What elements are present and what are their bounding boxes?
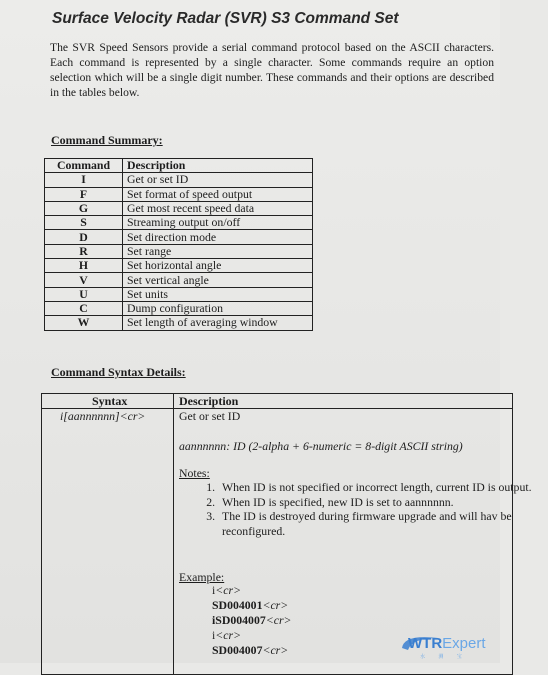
description-cell: Set direction mode: [123, 230, 313, 244]
command-cell: W: [45, 316, 123, 330]
description-cell: Get or set ID: [123, 173, 313, 187]
example-line: SD004001<cr>: [212, 598, 289, 612]
command-cell: U: [45, 287, 123, 301]
description-cell: Set units: [123, 287, 313, 301]
logo-subtitle: 水 测 宝: [420, 654, 468, 660]
notes-label: Notes:: [179, 466, 210, 480]
column-header-syntax: Syntax: [92, 394, 128, 408]
note-item: 3. The ID is destroyed during firmware upgrade and will hav be reconfigured.: [218, 509, 548, 538]
example-line: i<cr>: [212, 583, 242, 597]
description-cell: Streaming output on/off: [123, 216, 313, 230]
note-item: 1. When ID is not specified or incorrect length, current ID is output.: [218, 480, 548, 495]
column-header-command: Command: [45, 159, 123, 173]
page-title: Surface Velocity Radar (SVR) S3 Command Set: [52, 10, 399, 27]
description-cell: Set range: [123, 244, 313, 258]
command-summary-heading: Command Summary:: [51, 133, 163, 147]
id-term: aannnnnn: [179, 439, 227, 453]
table-row: [45, 273, 313, 287]
description-cell: Get or set ID: [179, 409, 241, 423]
table-row: [45, 201, 313, 215]
example-line: i<cr>: [212, 628, 242, 642]
notes-list: [180, 480, 548, 538]
column-header-description: Description: [179, 394, 239, 408]
command-cell: R: [45, 244, 123, 258]
table-row: [45, 316, 313, 330]
description-cell: Get most recent speed data: [123, 201, 313, 215]
description-cell: Dump configuration: [123, 301, 313, 315]
command-cell: C: [45, 301, 123, 315]
table-row: [45, 216, 313, 230]
id-description: : ID (2-alpha + 6-numeric = 8-digit ASCII string): [226, 439, 463, 453]
table-row: [45, 173, 313, 187]
column-divider: [173, 394, 174, 674]
example-line: iSD004007<cr>: [212, 613, 292, 627]
logo-wordmark: WTRExpert: [408, 635, 486, 652]
command-cell: F: [45, 187, 123, 201]
table-header-row: [45, 159, 313, 173]
command-cell: D: [45, 230, 123, 244]
command-cell: S: [45, 216, 123, 230]
syntax-cell: i[aannnnnn]<cr>: [60, 409, 146, 423]
description-cell: Set length of averaging window: [123, 316, 313, 330]
command-summary-table: [44, 158, 313, 331]
table-row: [45, 301, 313, 315]
table-row: [45, 187, 313, 201]
command-cell: G: [45, 201, 123, 215]
table-row: [45, 259, 313, 273]
example-line: SD004007<cr>: [212, 643, 289, 657]
command-cell: H: [45, 259, 123, 273]
command-syntax-heading: Command Syntax Details:: [51, 365, 186, 379]
wtr-expert-logo: [398, 632, 494, 660]
description-cell: Set horizontal angle: [123, 259, 313, 273]
column-header-description: Description: [123, 159, 313, 173]
table-row: [45, 230, 313, 244]
example-label: Example:: [179, 570, 225, 584]
description-cell: Set format of speed output: [123, 187, 313, 201]
command-cell: V: [45, 273, 123, 287]
table-row: [45, 244, 313, 258]
note-item: 2. When ID is specified, new ID is set to aannnnnn.: [218, 495, 548, 510]
id-definition: [179, 439, 463, 453]
intro-paragraph: The SVR Speed Sensors provide a serial command protocol based on the ASCII characters. Each command is represented by a single character. Some commands require an option selection which will be a single digit number. These commands and their options are described in the tables below.: [50, 41, 494, 99]
command-cell: I: [45, 173, 123, 187]
description-cell: Set vertical angle: [123, 273, 313, 287]
table-row: [45, 287, 313, 301]
